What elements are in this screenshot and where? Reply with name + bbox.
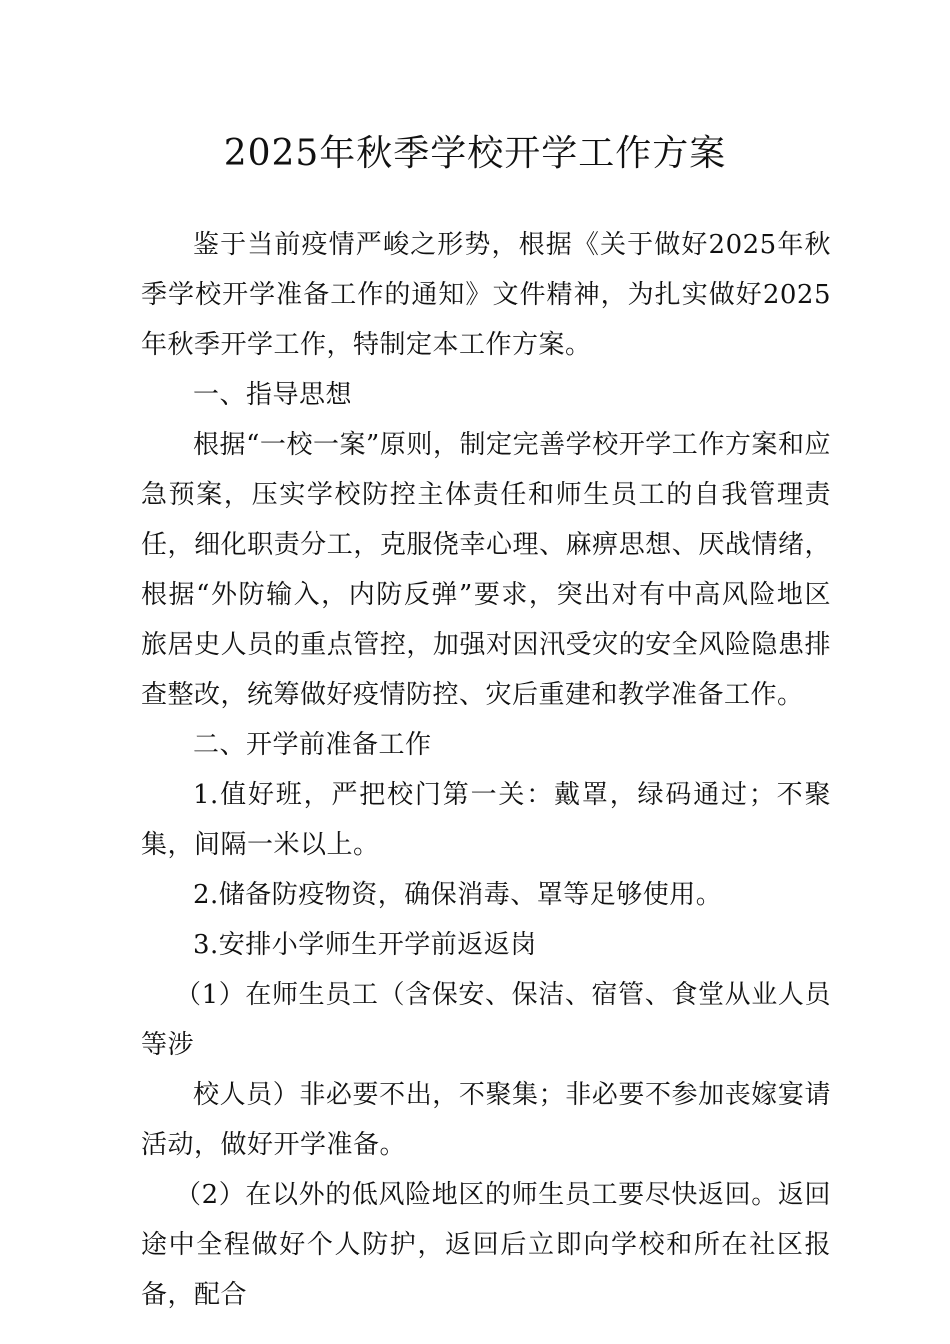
item-1-paragraph: 1.值好班，严把校门第一关：戴罩，绿码通过；不聚集，间隔一米以上。 (141, 780, 831, 860)
subitem-1-paragraph: （1）在师生员工（含保安、保洁、宿管、食堂从业人员等涉 (141, 980, 831, 1060)
section-heading-guiding-ideology: 一、指导思想 (193, 380, 353, 410)
subitem-1-continued-paragraph: 校人员）非必要不出，不聚集；非必要不参加丧嫁宴请活动，做好开学准备。 (141, 1080, 831, 1160)
document-body (141, 220, 831, 1320)
section-heading-preparation: 二、开学前准备工作 (193, 730, 432, 760)
subitem-2-paragraph: （2）在以外的低风险地区的师生员工要尽快返回。返回途中全程做好个人防护，返回后立即向学校和所在社区报备，配合 (141, 1180, 831, 1310)
intro-paragraph: 鉴于当前疫情严峻之形势，根据《关于做好2025年秋季学校开学准备工作的通知》文件精神，为扎实做好2025年秋季开学工作，特制定本工作方案。 (141, 230, 831, 360)
item-2-paragraph: 2.储备防疫物资，确保消毒、罩等足够使用。 (193, 880, 723, 910)
guiding-ideology-paragraph: 根据“一校一案”原则，制定完善学校开学工作方案和应急预案，压实学校防控主体责任和师生员工的自我管理责任，细化职责分工，克服侥幸心理、麻痹思想、厌战情绪，根据“外防输入，内防反弹”要求，突出对有中高风险地区旅居史人员的重点管控，加强对因汛受灾的安全风险隐患排查整改，统筹做好疫情防控、灾后重建和教学准备工作。 (141, 430, 831, 710)
document-title: 2025年秋季学校开学工作方案 (223, 133, 727, 174)
item-3-paragraph: 3.安排小学师生开学前返返岗 (193, 930, 537, 960)
